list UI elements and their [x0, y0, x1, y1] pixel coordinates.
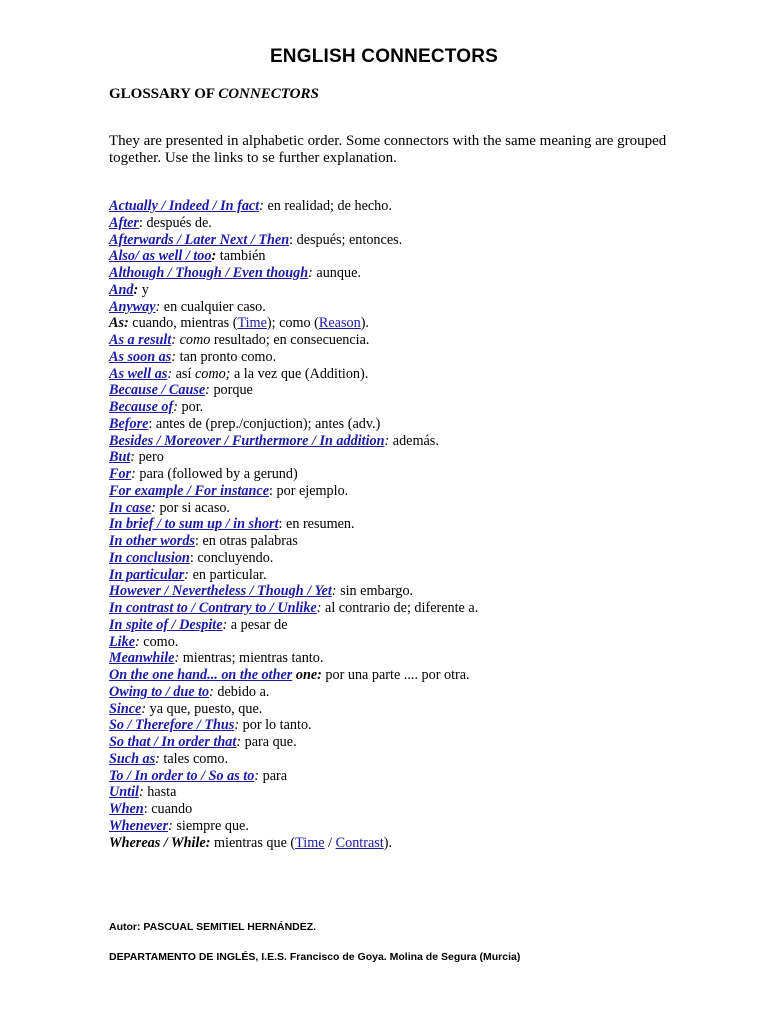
list-item: Whereas / While: mientras que (Time / Contrast).	[109, 834, 392, 851]
list-item: Since: ya que, puesto, que.	[109, 700, 263, 717]
connector-link[interactable]: Until	[109, 784, 139, 801]
connector-link[interactable]: But	[109, 449, 131, 466]
list-item: Owing to / due to: debido a.	[109, 683, 270, 700]
list-item: For: para (followed by a gerund)	[109, 466, 298, 482]
list-item: As soon as: tan pronto como.	[109, 348, 277, 365]
connector-link[interactable]: Since	[109, 700, 142, 717]
list-item: When: cuando	[109, 801, 193, 817]
connector-link[interactable]: Afterwards / Later Next / Then	[109, 231, 290, 248]
department-line: DEPARTAMENTO DE INGLÉS, I.E.S. Francisco de Goya. Molina de Segura (Murcia)	[109, 951, 521, 963]
connector-link[interactable]: In case	[109, 499, 152, 516]
list-item: On the one hand... on the other one: por una parte .... por otra.	[109, 667, 470, 683]
list-item: Whenever: siempre que.	[109, 817, 249, 834]
connector-link[interactable]: So that / In order that	[109, 734, 237, 750]
time-link[interactable]: Time	[295, 834, 325, 851]
connector-list	[109, 198, 709, 851]
connector-link[interactable]: In brief / to sum up / in short	[109, 516, 279, 533]
connector-link[interactable]: For example / For instance	[109, 482, 270, 499]
list-item: Although / Though / Even though: aunque.	[109, 265, 361, 281]
list-item: But: pero	[109, 449, 164, 466]
connector-link[interactable]: Anyway	[109, 298, 156, 315]
connector-link[interactable]: In other words	[109, 533, 195, 549]
connector-link[interactable]: As soon as	[109, 348, 172, 365]
page-title: ENGLISH CONNECTORS	[269, 46, 499, 67]
connector-link[interactable]: Because / Cause	[109, 382, 206, 399]
connector-link[interactable]: Owing to / due to	[109, 683, 210, 700]
connector-link[interactable]: Also/ as well / too	[109, 248, 212, 265]
list-item: As well as: así como; a la vez que (Addition).	[109, 365, 369, 382]
connector-link[interactable]: In conclusion	[109, 549, 190, 566]
connector-link[interactable]: So / Therefore / Thus	[109, 717, 235, 734]
connector-link[interactable]: Actually / Indeed / In fact	[109, 198, 260, 214]
list-item: In contrast to / Contrary to / Unlike: al contrario de; diferente a.	[109, 600, 479, 616]
list-item: Meanwhile: mientras; mientras tanto.	[109, 650, 324, 667]
connector-link[interactable]: Because of	[109, 399, 174, 415]
intro-paragraph: They are presented in alphabetic order. Some connectors with the same meaning are grouped together. Use the links to se further explanation.	[109, 133, 667, 166]
list-item: Anyway: en cualquier caso.	[109, 298, 266, 315]
connector-link[interactable]: In contrast to / Contrary to / Unlike	[109, 600, 317, 616]
list-item: Because / Cause: porque	[109, 382, 253, 399]
list-item: As: cuando, mientras (Time); como (Reason).	[109, 315, 369, 332]
list-item: For example / For instance: por ejemplo.	[109, 482, 349, 499]
connector-link[interactable]: Although / Though / Even though	[109, 265, 309, 281]
glossary-prefix: GLOSSARY OF	[109, 86, 219, 102]
list-item: So / Therefore / Thus: por lo tanto.	[109, 717, 312, 734]
reason-link[interactable]: Reason	[318, 315, 361, 332]
list-item: As a result: como resultado; en consecuencia.	[109, 332, 370, 348]
list-item: In conclusion: concluyendo.	[109, 549, 274, 566]
connector-link[interactable]: And	[109, 281, 134, 298]
list-item: In spite of / Despite: a pesar de	[109, 616, 288, 633]
connector-term: Whereas / While	[109, 834, 206, 851]
list-item: Because of: por.	[109, 399, 204, 415]
author-line: Autor: PASCUAL SEMITIEL HERNÁNDEZ.	[109, 921, 317, 933]
list-item: Also/ as well / too: también	[109, 248, 266, 265]
glossary-heading	[109, 86, 319, 103]
list-item: Before: antes de (prep./conjuction); antes (adv.)	[109, 415, 381, 432]
list-item: Until: hasta	[109, 784, 177, 801]
connector-link[interactable]: Meanwhile	[109, 650, 175, 667]
list-item: So that / In order that: para que.	[109, 734, 297, 750]
list-item: In other words: en otras palabras	[109, 533, 298, 549]
list-item: Afterwards / Later Next / Then: después; entonces.	[109, 231, 403, 248]
connector-link[interactable]: Besides / Moreover / Furthermore / In addition	[109, 432, 385, 449]
connector-link[interactable]: However / Nevertheless / Though / Yet	[109, 583, 332, 600]
connector-link[interactable]: As well as	[109, 365, 168, 382]
list-item: However / Nevertheless / Though / Yet: sin embargo.	[109, 583, 414, 600]
list-item: In case: por si acaso.	[109, 499, 230, 516]
connector-link[interactable]: In spite of / Despite	[109, 616, 223, 633]
connector-link[interactable]: Such as	[109, 750, 156, 767]
connector-link[interactable]: Before	[109, 415, 149, 432]
list-item: Besides / Moreover / Furthermore / In addition: además.	[109, 432, 439, 449]
list-item: Actually / Indeed / In fact: en realidad; de hecho.	[109, 198, 392, 214]
list-item: And: y	[109, 281, 149, 298]
time-link[interactable]: Time	[237, 315, 267, 332]
connector-link[interactable]: For	[109, 466, 132, 482]
glossary-word: CONNECTORS	[218, 86, 319, 102]
list-item: In particular: en particular.	[109, 566, 267, 583]
connector-link[interactable]: As a result	[109, 332, 172, 348]
connector-link[interactable]: Whenever	[109, 817, 169, 834]
connector-link[interactable]: To / In order to / So as to	[109, 767, 255, 784]
connector-term: As	[109, 315, 124, 332]
list-item: In brief / to sum up / in short: en resumen.	[109, 516, 355, 533]
connector-link[interactable]: In particular	[109, 566, 185, 583]
list-item: Like: como.	[109, 633, 179, 650]
connector-link[interactable]: Like	[109, 633, 135, 650]
connector-link[interactable]: On the one hand... on the other	[109, 667, 293, 683]
connector-link[interactable]: After	[109, 214, 139, 231]
contrast-link[interactable]: Contrast	[335, 834, 384, 851]
list-item: To / In order to / So as to: para	[109, 767, 288, 784]
list-item: After: después de.	[109, 214, 212, 231]
connector-link[interactable]: When	[109, 801, 144, 817]
list-item: Such as: tales como.	[109, 750, 229, 767]
